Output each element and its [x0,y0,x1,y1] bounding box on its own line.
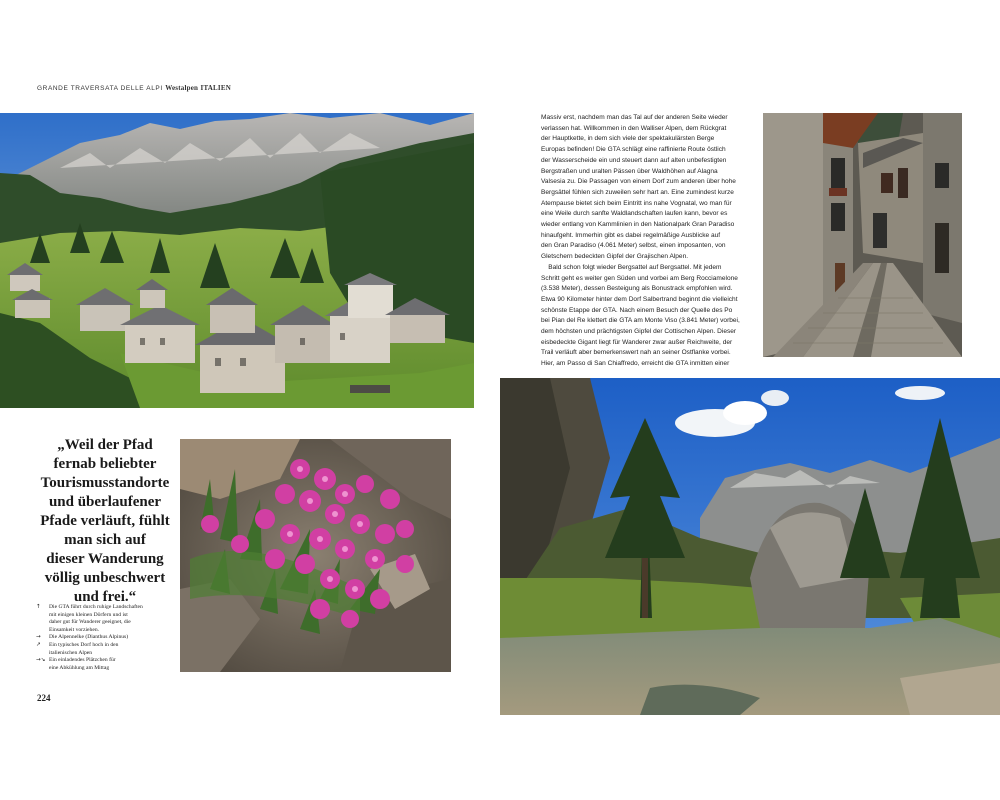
running-head [37,84,231,92]
body-line: verlassen hat. Willkommen in den Walliser Alpen, dem Rückgrat [541,124,727,132]
body-line: Valsesia zu. Die Passagen von einem Dorf zum anderen über hohe [541,178,736,186]
running-head-region: Westalpen [165,84,199,92]
body-line: dem höchsten und prächtigsten Gipfel der Cottischen Alpen. Dieser [541,328,737,336]
body-line: der Wasserscheide ein und steuert dann auf alten unbefestigten [541,156,727,164]
pull-quote-line: dieser Wanderung [46,551,164,567]
caption-line: Ein einladendes Plätzchen für [49,657,116,664]
village-street-photo [763,113,962,357]
body-line: Bald schon folgt wieder Bergsattel auf Bergsattel. Mit jedem [541,263,722,271]
photo-captions [36,604,176,672]
body-line: der Hauptkette, in dem sich viele der spektakulärsten Berge [541,135,715,143]
body-line: Schritt geht es weiter gen Süden und vorbei am Berg Rocciamelone [541,274,738,282]
caption-dianthus [36,634,176,642]
pull-quote-line: „Weil der Pfad [57,437,153,453]
pull-quote-line: und frei.“ [73,589,137,605]
body-line: Europas befinden! Die GTA schlägt eine raffinierte Route östlich [541,146,726,154]
caption-line: Einsamkeit vorziehen. [49,626,100,633]
running-head-country: ITALIEN [200,84,231,92]
caption-village-street [36,642,176,657]
body-line: den Gran Paradiso (4.061 Meter) selbst, einen imposanten, von [541,242,726,250]
caption-line: Die Alpennelke (Dianthus Alpinus) [49,634,129,641]
pull-quote [30,436,180,607]
body-line: Massiv erst, nachdem man das Tal auf der anderen Seite wieder [541,114,728,121]
village-photo [0,113,474,408]
pull-quote-line: Pfade verläuft, fühlt [40,513,170,529]
page-number: 224 [37,693,51,703]
body-line: Trail verläuft aber bemerkenswert nah an seiner Ostflanke vorbei. [541,349,731,357]
arrow-right-icon: → [36,634,41,641]
caption-line: Die GTA führt durch ruhige Landschaften [49,604,143,610]
pull-quote-line: völlig unbeschwert [44,570,166,586]
body-line: Bergsättel fühlen sich zuweilen sehr hart an. Eine zumindest kurze [541,188,734,196]
body-line: Atempause bietet sich beim Eintritt ins nahe Vognatal, wo man für [541,199,732,207]
body-line: Hier, am Passo di San Chiaffredo, erreicht die GTA inmitten einer [541,360,730,368]
pull-quote-line: Tourismusstandorte [40,475,170,491]
caption-line: daher gut für Wanderer geeignet, die [49,619,131,626]
body-line: Bergstraßen und uralten Pässen über Waldhöhen auf Alagna [541,167,718,175]
body-text [541,113,752,370]
body-line: eisbedeckte Gigant liegt für Wanderer zwar außer Reichweite, der [541,338,733,346]
caption-line: italienischen Alpen [49,649,93,656]
arrow-up-icon: ↑ [36,604,41,610]
body-line: (3.538 Meter), dessen Besteigung als Bonustrack empfohlen wird. [541,285,733,293]
caption-line: eine Abkühlung am Mittag [49,664,110,671]
body-line: Gletschern bedeckten Gipfel der Grajischen Alpen. [541,253,689,261]
arrow-right-down-icon: →↘ [36,657,46,664]
pull-quote-line: und überlaufener [48,494,162,510]
body-line: wieder entlang von Kammlinien in den Nationalpark Gran Paradiso [541,221,735,229]
body-line: hinaufgeht. Immerhin gibt es dabei regelmäßige Ausblicke auf [541,231,721,239]
pull-quote-line: man sich auf [64,532,146,548]
running-head-series: GRANDE TRAVERSATA DELLE ALPI [37,85,163,92]
body-line: eine Weile durch sanfte Waldlandschaften laufen kann, bevor es [541,210,728,218]
caption-line: Ein typisches Dorf hoch in den [49,641,119,648]
mountain-stream-photo [500,378,1000,715]
pull-quote-line: fernab beliebter [53,456,157,472]
body-line: Etwa 90 Kilometer hinter dem Dorf Salbertrand beginnt die vielleicht [541,295,738,303]
dianthus-flower-photo [180,439,451,672]
caption-stream [36,657,176,672]
caption-village-landscape [36,604,176,634]
body-line: schönste Etappe der GTA. Nach einem Besuch der Quelle des Po [541,306,733,314]
arrow-up-right-icon: ↗ [36,641,41,648]
body-line: bei Pian del Re klettert die GTA am Monte Viso (3.841 Meter) vorbei, [541,317,740,325]
caption-line: mit einigen kleinen Dörfern und ist [49,611,128,618]
